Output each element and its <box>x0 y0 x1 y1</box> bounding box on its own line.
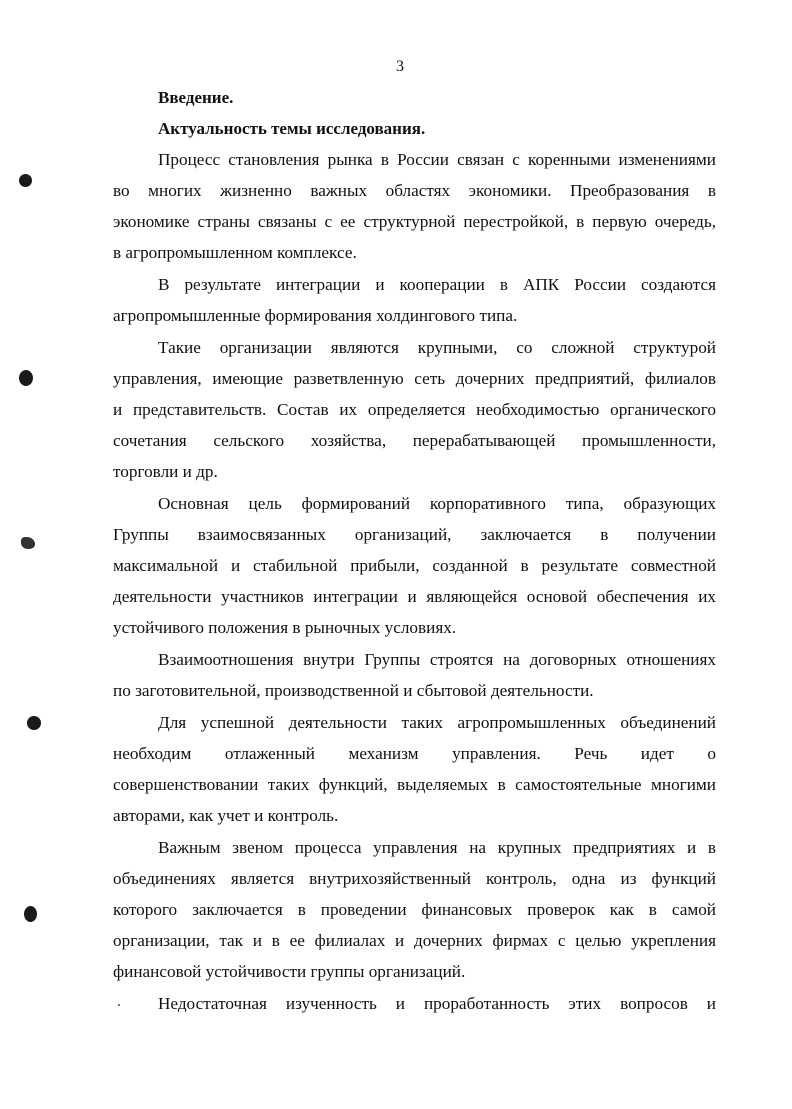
text-line: необходим отлаженный механизм управления. Речь идет о <box>113 744 716 763</box>
text-line: максимальной и стабильной прибыли, созданной в результате совместной <box>113 556 716 575</box>
text-line: Недостаточная изученность и проработанность этих вопросов и <box>158 994 716 1013</box>
text-line: управления, имеющие разветвленную сеть дочерних предприятий, филиалов <box>113 369 716 388</box>
text-line: Основная цель формирований корпоративного типа, образующих <box>158 494 716 513</box>
text-line: Группы взаимосвязанных организаций, заключается в получении <box>113 525 716 544</box>
page-number: 3 <box>396 58 404 75</box>
text-line: деятельности участников интеграции и являющейся основой обеспечения их <box>113 587 716 606</box>
text-line: агропромышленные формирования холдингового типа. <box>113 306 518 325</box>
scan-speck <box>118 1004 120 1006</box>
text-line: Взаимоотношения внутри Группы строятся на договорных отношениях <box>158 650 716 669</box>
text-line: торговли и др. <box>113 462 218 481</box>
text-line: Такие организации являются крупными, со сложной структурой <box>158 338 716 357</box>
text-line: по заготовительной, производственной и сбытовой деятельности. <box>113 681 594 700</box>
text-line: экономике страны связаны с ее структурной перестройкой, в первую очередь, <box>113 212 716 231</box>
text-line: Важным звеном процесса управления на крупных предприятиях и в <box>158 838 716 857</box>
heading-introduction: Введение. <box>158 88 234 107</box>
text-line: которого заключается в проведении финансовых проверок как в самой <box>113 900 716 919</box>
text-line: объединениях является внутрихозяйственный контроль, одна из функций <box>113 869 716 888</box>
punch-hole-mark <box>19 370 33 386</box>
text-line: во многих жизненно важных областях экономики. Преобразования в <box>113 181 716 200</box>
text-line: авторами, как учет и контроль. <box>113 806 339 825</box>
text-line: и представительств. Состав их определяется необходимостью органического <box>113 400 716 419</box>
text-line: устойчивого положения в рыночных условиях. <box>113 618 457 637</box>
punch-hole-mark <box>27 716 41 730</box>
punch-hole-mark <box>24 906 37 922</box>
text-line: Процесс становления рынка в России связан с коренными изменениями <box>158 150 716 169</box>
text-line: Для успешной деятельности таких агропромышленных объединений <box>158 713 716 732</box>
text-line: совершенствовании таких функций, выделяемых в самостоятельные многими <box>113 775 716 794</box>
text-line: организации, так и в ее филиалах и дочерних фирмах с целью укрепления <box>113 931 716 950</box>
text-line: в агропромышленном комплексе. <box>113 243 357 262</box>
heading-relevance: Актуальность темы исследования. <box>158 119 426 138</box>
text-line: финансовой устойчивости группы организаций. <box>113 962 466 981</box>
text-line: В результате интеграции и кооперации в АПК России создаются <box>158 275 716 294</box>
punch-hole-mark <box>21 537 35 549</box>
text-line: сочетания сельского хозяйства, перерабатывающей промышленности, <box>113 431 716 450</box>
punch-hole-mark <box>19 174 32 187</box>
